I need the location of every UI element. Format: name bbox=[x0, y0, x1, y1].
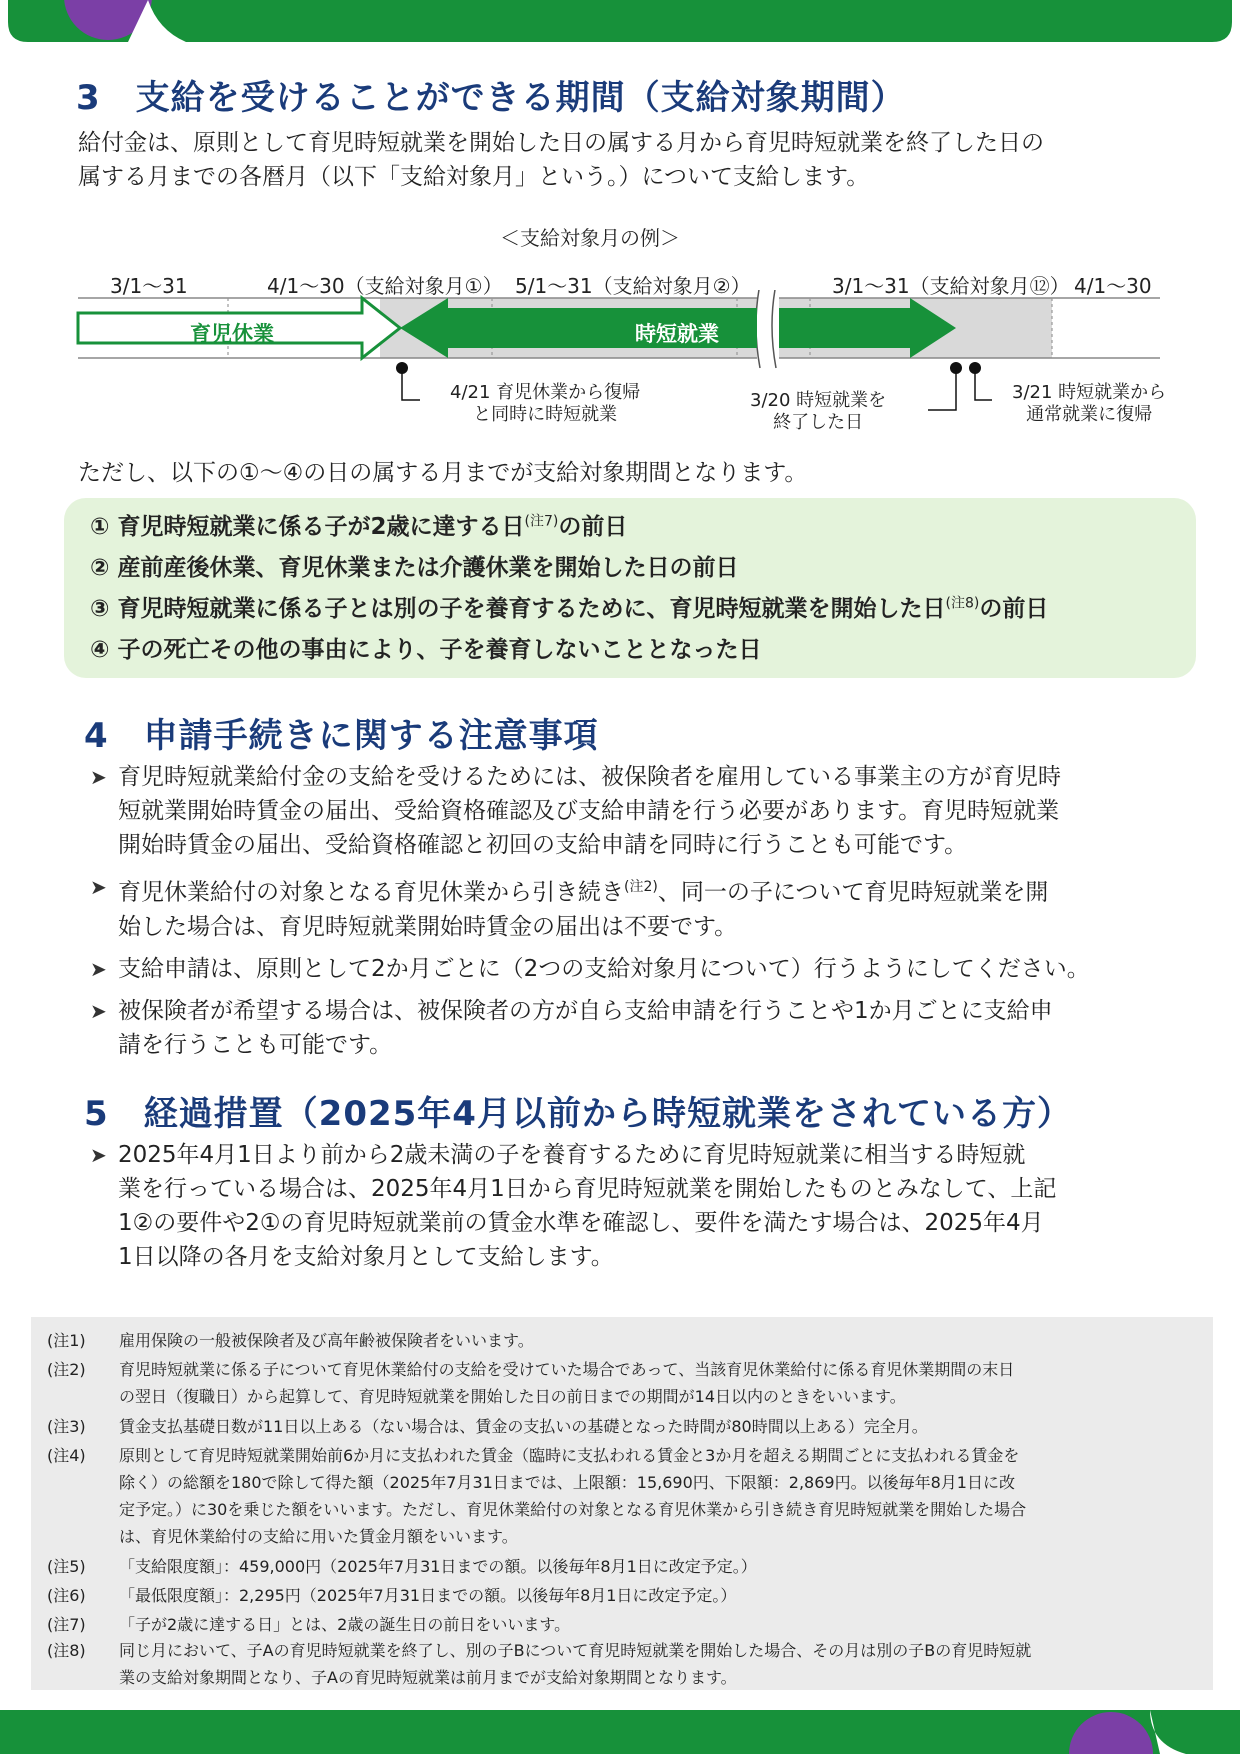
leave-bar-label: 育児休業 bbox=[190, 322, 274, 346]
note-4: (注4) 原則として育児時短就業開始前6か月に支払われた賃金（臨時に支払われる賃金と3か月を超える期間ごとに支払われる賃金を 除く）の総額を180で除して得た額（2025年7月31日までは、上限額：15,690円、下限額：2,869円。以後毎年8月1日に改 定予定。）に30を乗じた額をいいます。ただし、育児休業給付の対象となる育児休業から引き続き育児時短就業を開始した場合 は、育児休業給付の支給に用いた賃金月額をいいます。 bbox=[47, 1446, 1027, 1546]
note-8: (注8) 同じ月において、子Aの育児時短就業を終了し、別の子Bについて育児時短就業を開始した場合、その月は別の子Bの育児時短就 業の支給対象期間となり、子Aの育児時短就業は前月までが支給対象期間となります。 bbox=[47, 1641, 1032, 1687]
timeline-label-march-next: 3/1～31（支給対象月⑫） bbox=[832, 274, 1070, 298]
section4-item-3: ➤ 支給申請は、原則として2か月ごとに（2つの支給対象月について）行うようにしてください。 bbox=[84, 952, 1194, 986]
timeline-label-march: 3/1～31 bbox=[110, 274, 188, 298]
conditions-box bbox=[64, 498, 1196, 678]
section4-heading: 4 申請手続きに関する注意事項 bbox=[84, 716, 599, 756]
timeline-label-april: 4/1～30（支給対象月①） bbox=[267, 274, 503, 298]
top-decoration-bar bbox=[8, 0, 1232, 42]
bullet-arrow-icon: ➤ bbox=[90, 1143, 107, 1167]
section5-list bbox=[84, 1138, 1194, 1282]
condition-intro: ただし、以下の①～④の日の属する月までが支給対象期間となります。 bbox=[78, 460, 808, 486]
condition-1: ① 育児時短就業に係る子が2歳に達する日$^{(注7)}$の前日 bbox=[90, 513, 628, 540]
note-3: (注3) 賃金支払基礎日数が11日以上ある（ない場合は、賃金の支払いの基礎となった時間が80時間以上ある）完全月。 bbox=[47, 1417, 928, 1436]
condition-4: ④ 子の死亡その他の事由により、子を養育しないこととなった日 bbox=[90, 637, 762, 663]
section3-heading: 3 支給を受けることができる期間（支給対象期間） bbox=[76, 78, 906, 118]
note-6: (注6) 「最低限度額」：2,295円（2025年7月31日までの額。以後毎年8月1日に改定予定。） bbox=[47, 1586, 737, 1605]
section4-item-2: ➤ 育児休業給付の対象となる育児休業から引き続き$^{(注2)}$、同一の子について育児時短就業を開 始した場合は、育児時短就業開始時賃金の届出は不要です。 bbox=[84, 870, 1194, 944]
timeline-label-may: 5/1～31（支給対象月②） bbox=[515, 274, 751, 298]
section3-intro-line1: 給付金は、原則として育児時短就業を開始した日の属する月から育児時短就業を終了した日の bbox=[78, 130, 1044, 156]
section4-item-1: ➤ 育児時短就業給付金の支給を受けるためには、被保険者を雇用している事業主の方が育児時 短就業開始時賃金の届出、受給資格確認及び支給申請を行う必要があります。育児時短就業 開始時賃金の届出、受給資格確認と初回の支給申請を同時に行うことも可能です。 bbox=[84, 760, 1194, 862]
condition-3: ③ 育児時短就業に係る子とは別の子を養育するために、育児時短就業を開始した日$^{(注8)}$の前日 bbox=[90, 595, 1049, 622]
section3-intro-line2: 属する月までの各暦月（以下「支給対象月」という。）について支給します。 bbox=[78, 164, 870, 190]
annotation-end: 3/20 時短就業を 終了した日 bbox=[750, 390, 887, 433]
note-2: (注2) 育児時短就業に係る子について育児休業給付の支給を受けていた場合であって、当該育児休業給付に係る育児休業期間の末日 の翌日（復職日）から起算して、育児時短就業を開始した日の前日までの期間が14日以内のときをいいます。 bbox=[47, 1360, 1015, 1406]
section4-list bbox=[84, 760, 1194, 1070]
section5-heading: 5 経過措置（2025年4月以前から時短就業をされている方） bbox=[84, 1094, 1072, 1134]
bullet-arrow-icon: ➤ bbox=[90, 956, 107, 981]
annotation-normal: 3/21 時短就業から 通常就業に復帰 bbox=[1012, 382, 1167, 425]
notes-box bbox=[31, 1317, 1213, 1690]
timeline-label-april-next: 4/1～30 bbox=[1074, 274, 1152, 298]
short-work-bar-label: 時短就業 bbox=[635, 322, 719, 346]
example-title: ＜支給対象月の例＞ bbox=[500, 226, 680, 250]
annotation-return: 4/21 育児休業から復帰 と同時に時短就業 bbox=[450, 382, 641, 425]
bullet-arrow-icon: ➤ bbox=[90, 875, 107, 899]
section5-item-1: ➤ 2025年4月1日より前から2歳未満の子を養育するために育児時短就業に相当する時短就 業を行っている場合は、2025年4月1日から育児時短就業を開始したものとみなして、上記 1②の要件や2①の育児時短就業前の賃金水準を確認し、要件を満たす場合は、2025年4月 1日以降の各月を支給対象月として支給します。 bbox=[84, 1138, 1194, 1274]
bottom-decoration-bar bbox=[0, 1710, 1240, 1754]
bullet-arrow-icon: ➤ bbox=[90, 998, 107, 1023]
bullet-arrow-icon: ➤ bbox=[90, 765, 107, 789]
note-5: (注5) 「支給限度額」：459,000円（2025年7月31日までの額。以後毎年8月1日に改定予定。） bbox=[47, 1557, 757, 1576]
condition-2: ② 産前産後休業、育児休業または介護休業を開始した日の前日 bbox=[90, 555, 739, 581]
note-1: (注1) 雇用保険の一般被保険者及び高年齢被保険者をいいます。 bbox=[47, 1331, 534, 1350]
section4-item-4: ➤ 被保険者が希望する場合は、被保険者の方が自ら支給申請を行うことや1か月ごとに支給申 請を行うことも可能です。 bbox=[84, 994, 1194, 1062]
note-7: (注7) 「子が2歳に達する日」とは、2歳の誕生日の前日をいいます。 bbox=[47, 1615, 571, 1634]
